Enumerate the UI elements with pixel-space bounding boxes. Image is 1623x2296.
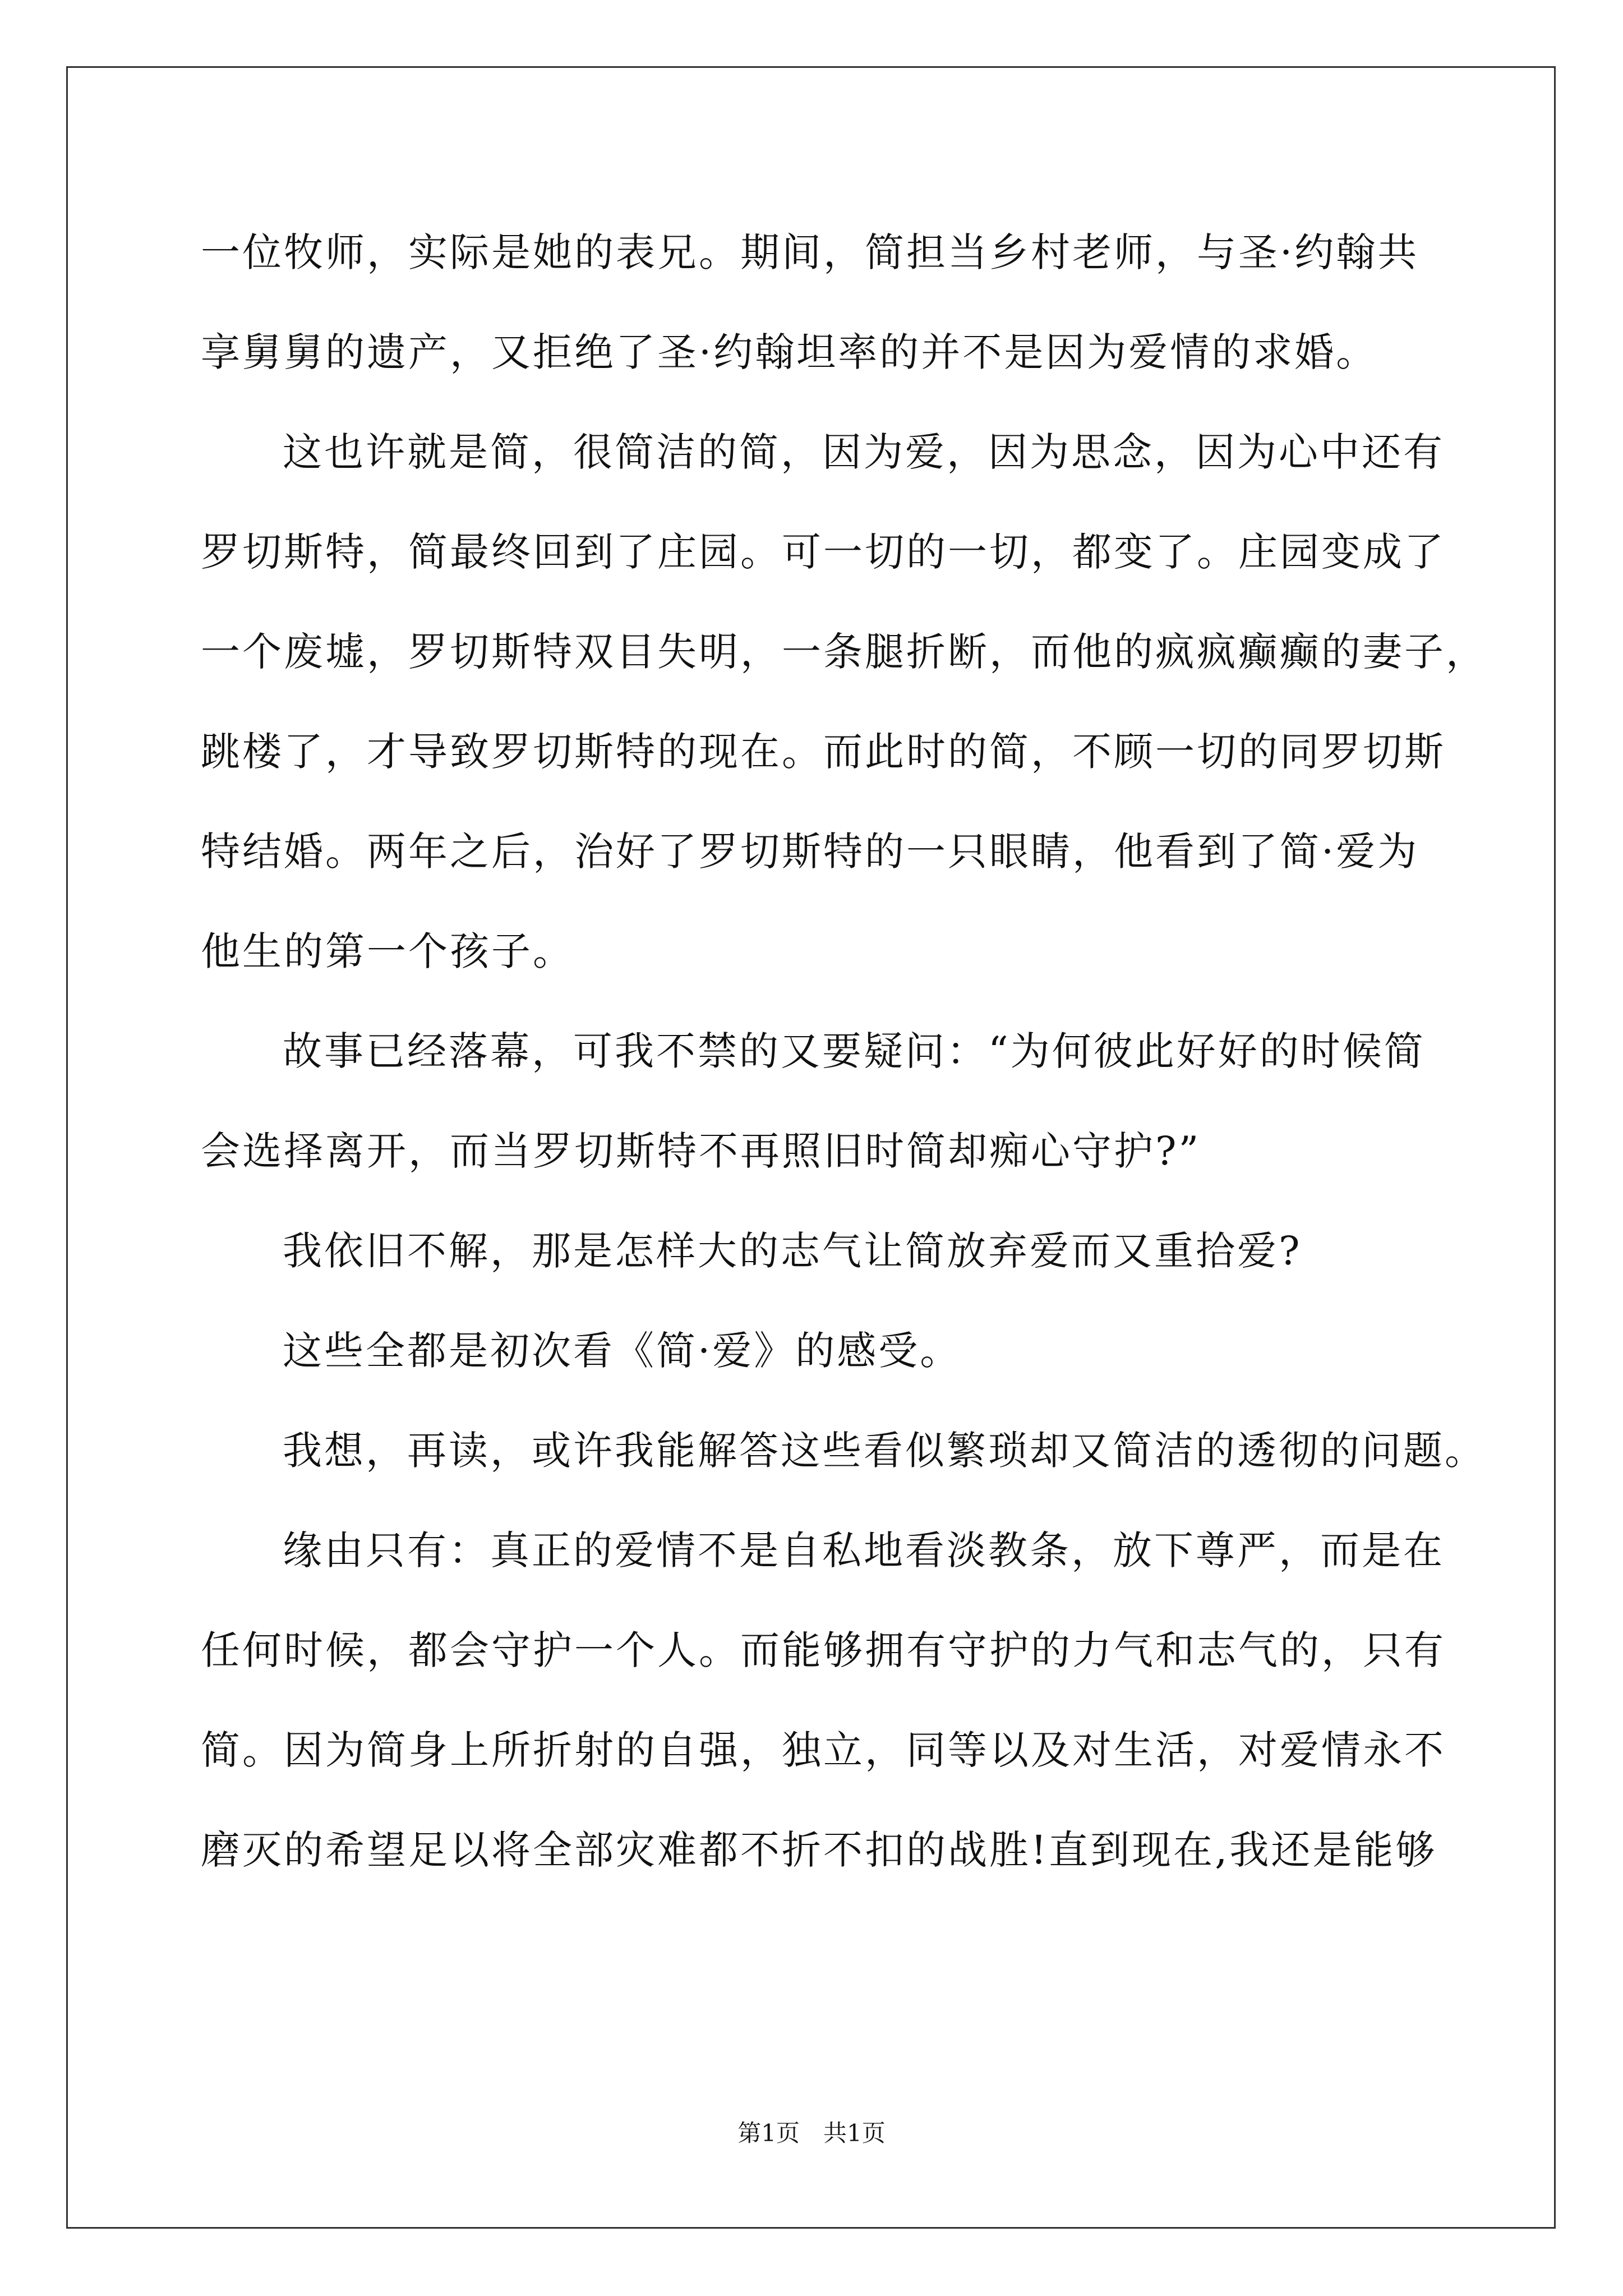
paragraph-start-line: 我想，再读，或许我能解答这些看似繁琐却又简洁的透彻的问题。: [283, 1428, 1486, 1474]
paragraph-start-line: 这些全都是初次看《简·爱》的感受。: [283, 1328, 962, 1374]
text-line: 简。因为简身上所折射的自强，独立，同等以及对生活，对爱情永不: [201, 1727, 1446, 1773]
text-line: 任何时候，都会守护一个人。而能够拥有守护的力气和志气的，只有: [201, 1627, 1446, 1673]
paragraph-start-line: 缘由只有：真正的爱情不是自私地看淡教条，放下尊严，而是在: [283, 1527, 1445, 1573]
page-footer: 第1页 共1页: [737, 2119, 886, 2147]
paragraph-start-line: 我依旧不解，那是怎样大的志气让简放弃爱而又重拾爱?: [283, 1228, 1302, 1274]
paragraph-start-line: 故事已经落幕，可我不禁的又要疑问：“为何彼此好好的时候简: [283, 1028, 1426, 1074]
text-line: 一位牧师，实际是她的表兄。期间，简担当乡村老师，与圣·约翰共: [201, 229, 1419, 275]
text-line: 他生的第一个孩子。: [201, 928, 574, 974]
text-line: 一个废墟，罗切斯特双目失明，一条腿折断，而他的疯疯癫癫的妻子，: [201, 629, 1487, 675]
text-line: 会选择离开，而当罗切斯特不再照旧时简却痴心守护?”: [201, 1128, 1201, 1174]
text-line: 磨灭的希望足以将全部灾难都不折不扣的战胜!直到现在,我还是能够: [201, 1827, 1437, 1873]
text-line: 特结婚。两年之后，治好了罗切斯特的一只眼睛，他看到了简·爱为: [201, 829, 1419, 875]
text-line: 跳楼了，才导致罗切斯特的现在。而此时的简，不顾一切的同罗切斯: [201, 729, 1446, 775]
text-line: 享舅舅的遗产，又拒绝了圣·约翰坦率的并不是因为爱情的求婚。: [201, 329, 1378, 375]
text-line: 罗切斯特，简最终回到了庄园。可一切的一切，都变了。庄园变成了: [201, 529, 1446, 575]
paragraph-start-line: 这也许就是简，很简洁的简，因为爱，因为思念，因为心中还有: [283, 429, 1445, 475]
